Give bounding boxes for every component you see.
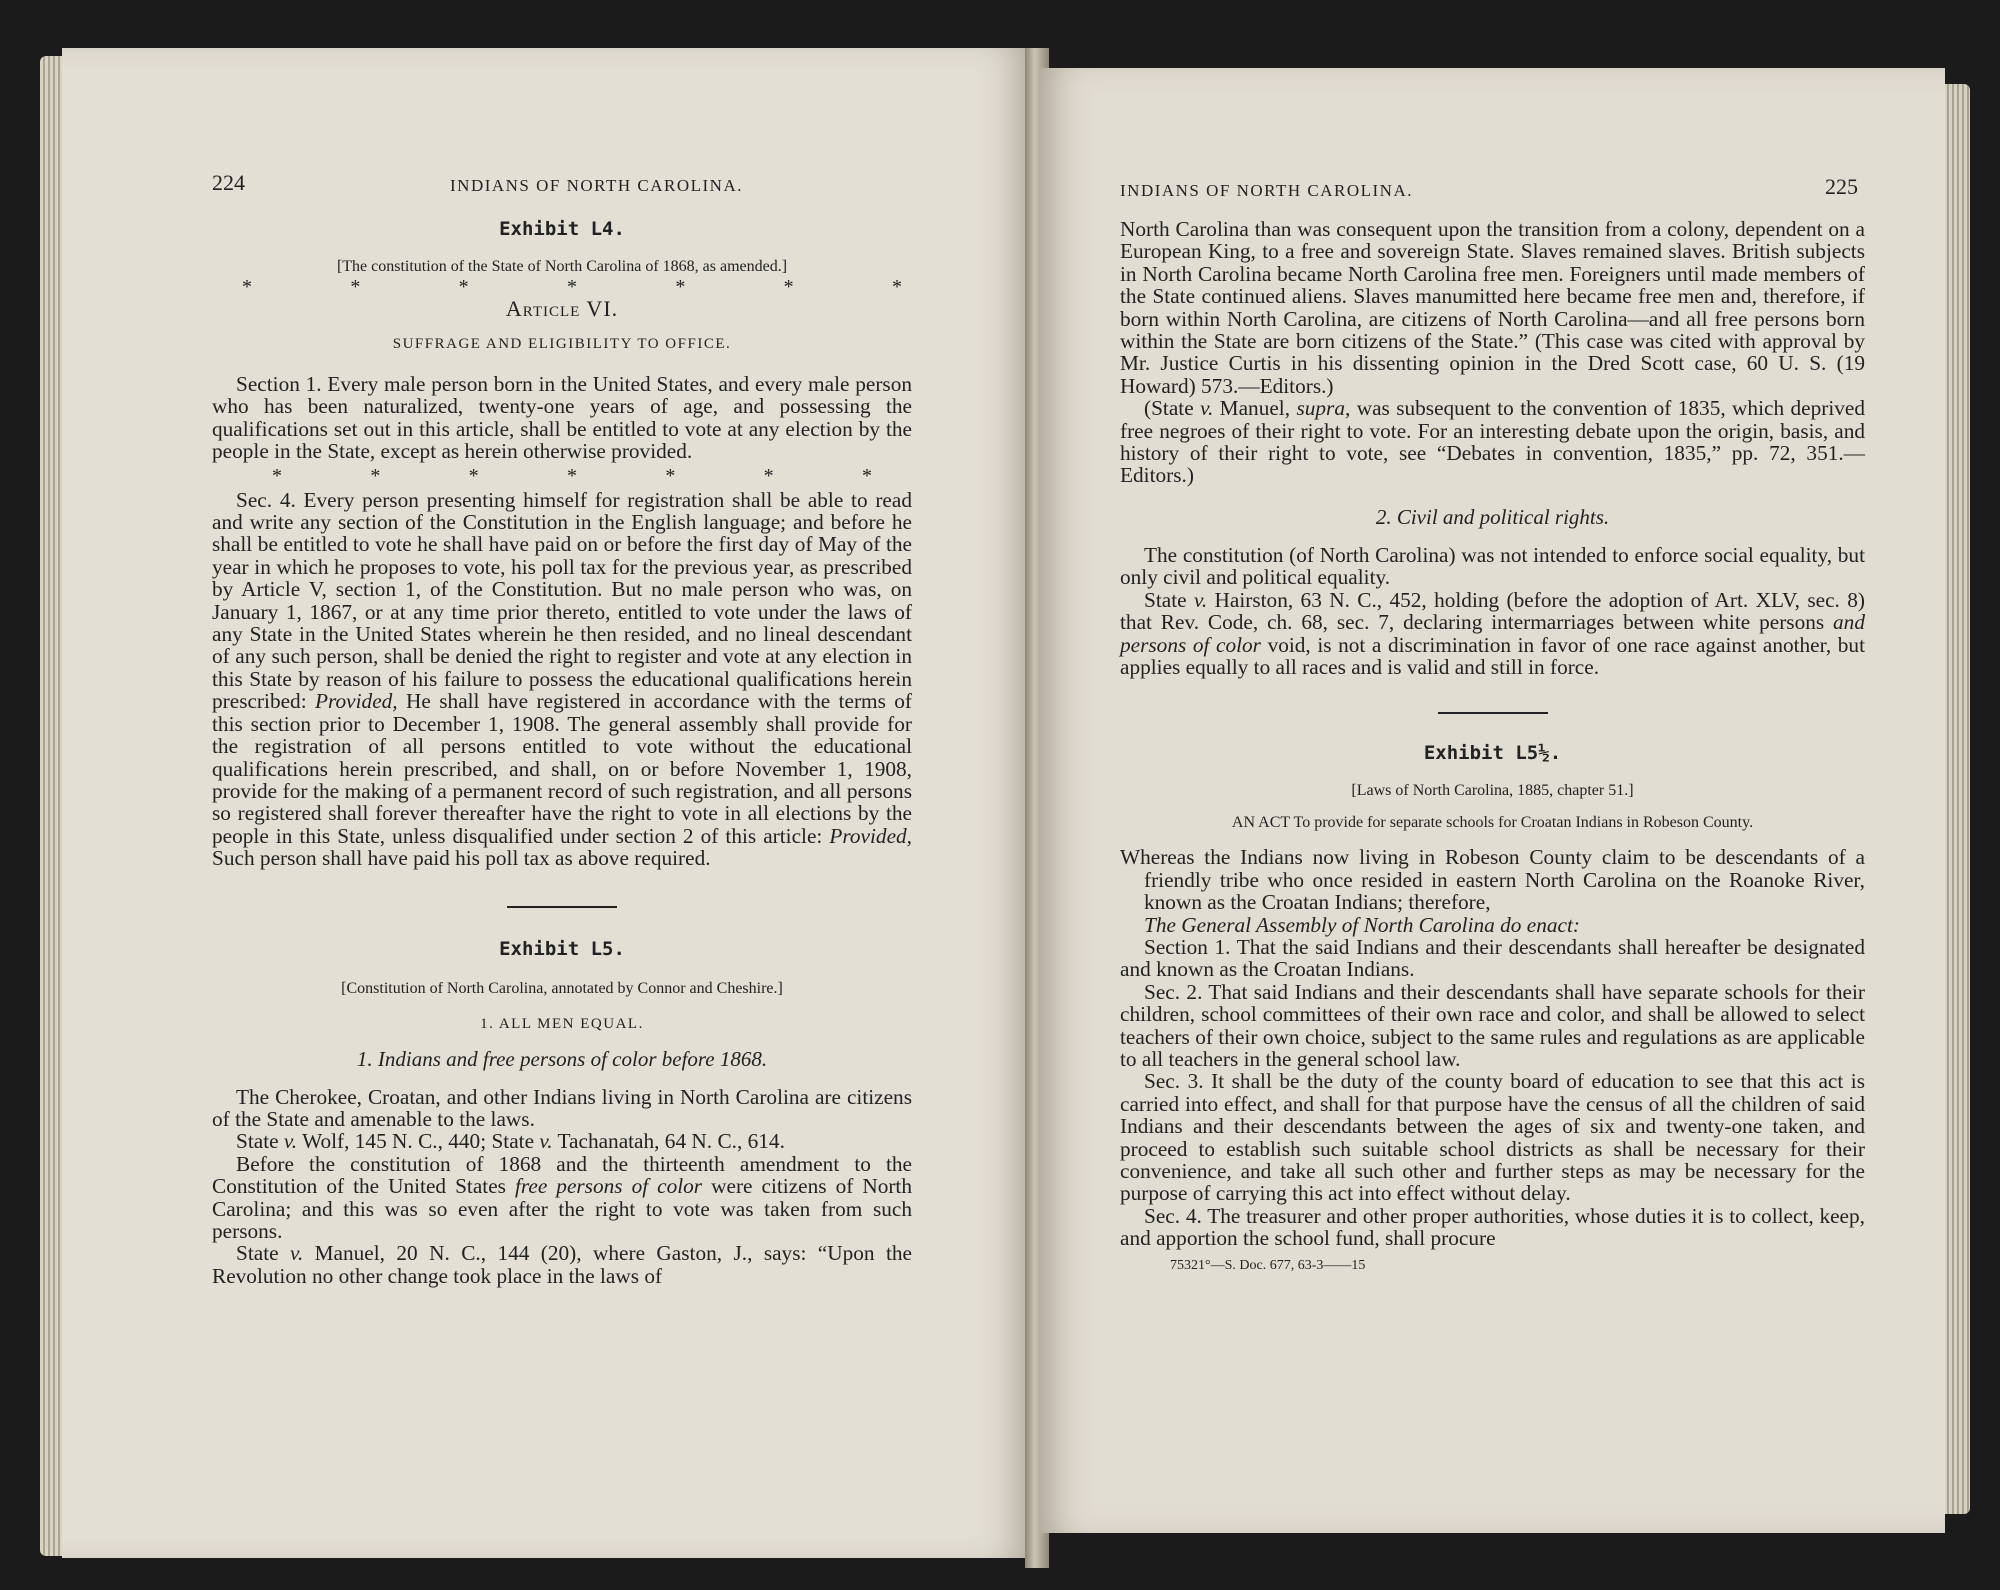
exhibit-l4-title: Exhibit L4. xyxy=(499,218,625,240)
page-footer: 75321°—S. Doc. 677, 63-3——15 xyxy=(1170,1257,1366,1273)
editors-note-paragraph: (State v. Manuel, supra, was subsequent to the convention of 1835, which deprived free negroes of their right to vote. For an interesting debate upon the origin, basis, and history of their right to vote, see “Debates in convention, 1835,” pp. 72, 351.—Editors.) xyxy=(1120,396,1865,488)
divider-rule xyxy=(507,906,617,908)
left-page xyxy=(62,48,1030,1558)
open-book xyxy=(40,48,1970,1568)
enacting-clause: The General Assembly of North Carolina do enact: xyxy=(1144,912,1580,937)
continuation-paragraph: North Carolina than was consequent upon the transition from a colony, dependent on a European King, to a free and sovereign State. Slaves remained slaves. British subjects in North Carolina became North Carolina free men. Foreigners until made members of the State continued aliens. Slaves manumitted here became free men and, therefore, if born within North Carolina, are citizens of North Carolina—and all free persons born within the State are born citizens of the State.” (This case was cited with approval by Mr. Justice Curtis in his dissenting opinion in the Dred Scott case, 60 U. S. (19 Howard) 573.—Editors.) xyxy=(1120,217,1865,398)
section-4-paragraph: Sec. 4. Every person presenting himself for registration shall be able to read and write any section of the Constitution in the English language; and before he shall be entitled to vote he shall have paid on or before the first day of May of the year in which he proposes to vote, his poll tax for the previous year, as prescribed by Article V, section 1, of the Constitution. But no male person who was, on January 1, 1867, or at any time prior thereto, entitled to vote under the laws of any State in the United States wherein he then resided, and no lineal descendant of any such person, shall be denied the right to register and vote at any election in this State by reason of his failure to possess the educational qualifications herein prescribed: Provided, He shall have registered in accordance with the terms of this section prior to December 1, 1908. The general assembly shall provide for the registration of all persons entitled to vote without the educational qualifications herein prescribed, and shall, on or before November 1, 1908, provide for the making of a permanent record of such registration, and all persons so registered shall forever thereafter have the right to vote in all elections by the people in this State, unless disqualified under section 2 of this article: Provided, Such person shall have paid his poll tax as above required. xyxy=(212,487,913,871)
civil-rights-heading: 2. Civil and political rights. xyxy=(1375,504,1610,529)
indians-subheading: 1. Indians and free persons of color before 1868. xyxy=(356,1046,768,1071)
article-subheading: SUFFRAGE AND ELIGIBILITY TO OFFICE. xyxy=(392,336,732,352)
left-page-number: 224 xyxy=(212,170,245,195)
act-section-1: Section 1. That the said Indians and their descendants shall hereafter be designated and known as the Croatan Indians. xyxy=(1120,934,1865,982)
right-page-number: 225 xyxy=(1825,174,1858,199)
section-1-paragraph: Section 1. Every male person born in the United States, and every male person who has been naturalized, twenty-one years of age, and possessing the qualifications set out in this article, shall be entitled to vote at any election by the people in the State, except as herein otherwise provided. xyxy=(212,372,912,464)
manuel-paragraph: State v. Manuel, 20 N. C., 144 (20), where Gaston, J., says: “Upon the Revolution no other change took place in the laws of xyxy=(212,1241,913,1288)
right-page xyxy=(1040,68,1945,1533)
exhibit-l4-subtitle: [The constitution of the State of North Carolina of 1868, as amended.] xyxy=(336,258,788,275)
whereas-paragraph: Whereas the Indians now living in Robeson County claim to be descendants of a friendly tribe who once resided in eastern North Carolina on the Roanoke River, known as the Croatan Indians; therefore, xyxy=(1120,845,1865,915)
article-heading: Article VI. xyxy=(505,296,619,321)
act-title: AN ACT To provide for separate schools for Croatan Indians in Robeson County. xyxy=(1231,814,1754,832)
act-section-4: Sec. 4. The treasurer and other proper authorities, whose duties it is to collect, keep, and apportion the school fund, shall procure xyxy=(1120,1203,1865,1251)
exhibit-l5-half-title: Exhibit L5½. xyxy=(1423,742,1562,765)
exhibit-l5-title: Exhibit L5. xyxy=(499,937,625,960)
page-edges-right xyxy=(1944,84,1970,1514)
cherokee-paragraph: The Cherokee, Croatan, and other Indians living in North Carolina are citizens of the State and amenable to the laws. xyxy=(212,1084,912,1131)
all-men-equal-heading: 1. ALL MEN EQUAL. xyxy=(480,1015,644,1032)
act-section-3: Sec. 3. It shall be the duty of the county board of education to see that this act is carried into effect, and shall for that purpose have the census of all the children of said Indians and their descendants between the ages of six and twenty-one taken, and proceed to establish such suitable school districts as shall be necessary for their convenience, and take all such other and further steps as may be necessary for the purpose of carrying this act into effect without delay. xyxy=(1120,1069,1865,1206)
separator-stars: * * * * * * * xyxy=(272,464,872,487)
right-running-head: INDIANS OF NORTH CAROLINA. xyxy=(1120,181,1413,200)
divider-rule xyxy=(1438,712,1548,714)
citation-wolf: State v. Wolf, 145 N. C., 440; State v. Tachanatah, 64 N. C., 614. xyxy=(236,1129,785,1154)
act-section-2: Sec. 2. That said Indians and their descendants shall have separate schools for their children, school committees of their own race and color, and shall be allowed to select teachers of their own choice, subject to the same rules and regulations as are applicable to all teachers in the general school law. xyxy=(1120,979,1865,1071)
hairston-paragraph: State v. Hairston, 63 N. C., 452, holding (before the adoption of Art. XLV, sec. 8) that Rev. Code, ch. 68, sec. 7, declaring intermarriages between white persons and persons of color void, is not a discrimination in favor of one race against another, but applies equally to all races and is valid and still in force. xyxy=(1120,587,1865,679)
separator-stars: * * * * * * * xyxy=(242,276,902,298)
exhibit-l5-subtitle: [Constitution of North Carolina, annotated by Connor and Cheshire.] xyxy=(341,979,783,997)
social-equality-paragraph: The constitution (of North Carolina) was not intended to enforce social equality, but only civil and political equality. xyxy=(1120,542,1865,590)
before-constitution-paragraph: Before the constitution of 1868 and the thirteenth amendment to the Constitution of the United States free persons of color were citizens of North Carolina; and this was so even after the right to vote was taken from such persons. xyxy=(212,1151,913,1243)
exhibit-l5-half-subtitle: [Laws of North Carolina, 1885, chapter 51.] xyxy=(1351,782,1634,800)
left-running-head: INDIANS OF NORTH CAROLINA. xyxy=(450,176,743,195)
